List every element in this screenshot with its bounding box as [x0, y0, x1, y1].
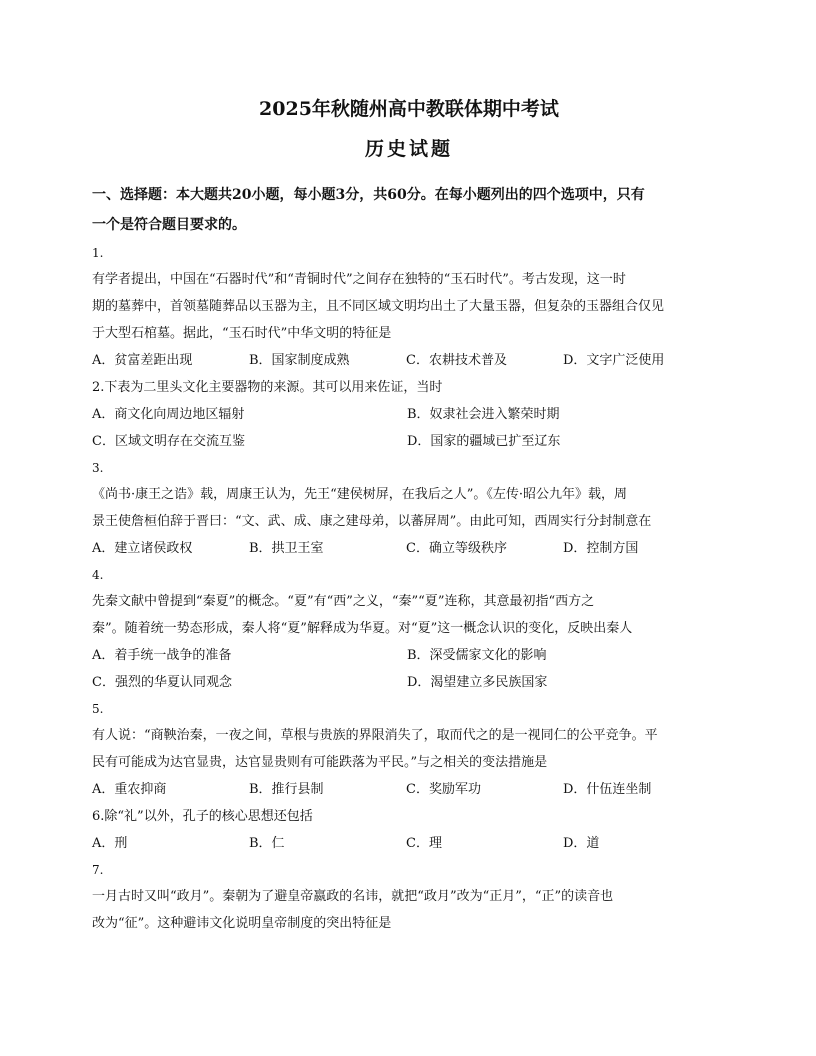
option-a: A．商文化向周边地区辐射 [92, 407, 245, 422]
option-row [92, 830, 726, 857]
option-d: D．什伍连坐制 [563, 782, 652, 797]
option-c: C．区域文明存在交流互鉴 [92, 434, 245, 449]
question-3 [92, 455, 726, 562]
question-4 [92, 562, 726, 696]
question-7 [92, 857, 726, 937]
question-number: 6. [92, 809, 105, 824]
question-text-line: 于大型石棺墓。据此，“玉石时代”中华文明的特征是 [92, 326, 392, 341]
question-text-line: 先秦文献中曾提到“秦夏”的概念。“夏”有“西”之义，“秦”“夏”连称，其意最初指“西方之 [92, 594, 595, 609]
question-number: 2. [92, 380, 105, 395]
option-c: C．确立等级秩序 [406, 541, 507, 556]
option-a: A．重农抑商 [92, 782, 167, 797]
option-b: B．深受儒家文化的影响 [407, 648, 547, 663]
question-text-line: 一月古时又叫“政月”。秦朝为了避皇帝嬴政的名讳，就把“政月”改为“正月”，“正”的读音也 [92, 889, 614, 904]
option-row [92, 347, 726, 374]
option-a: A．贫富差距出现 [92, 353, 193, 368]
question-1 [92, 240, 726, 374]
question-number: 1. [92, 246, 104, 260]
question-text-line: 有学者提出，中国在“石器时代”和“青铜时代”之间存在独特的“玉石时代”。考古发现，这一时 [92, 272, 626, 287]
option-c: C．奖励军功 [406, 782, 481, 797]
question-number: 3. [92, 461, 104, 475]
option-a: A．建立诸侯政权 [92, 541, 193, 556]
option-c: C．强烈的华夏认同观念 [92, 675, 232, 690]
question-text: 下表为二里头文化主要器物的来源。其可以用来佐证，当时 [104, 380, 443, 395]
option-b: B．拱卫王室 [249, 541, 324, 556]
question-5 [92, 696, 726, 803]
section-heading [92, 180, 726, 240]
option-d: D．国家的疆域已扩至辽东 [407, 434, 561, 449]
option-d: D．控制方国 [563, 541, 639, 556]
option-row [92, 776, 726, 803]
question-text-line [92, 374, 726, 401]
question-6 [92, 803, 726, 857]
option-c: C．理 [406, 836, 442, 851]
option-b: B．奴隶社会进入繁荣时期 [407, 407, 560, 422]
option-row [92, 535, 726, 562]
option-d: D．道 [563, 836, 600, 851]
question-text-line: 《尚书·康王之诰》载，周康王认为，先王“建侯树屏，在我后之人”。《左传·昭公九年》载，周 [92, 487, 628, 502]
question-number: 7. [92, 863, 104, 877]
option-a: A．着手统一战争的准备 [92, 648, 232, 663]
option-c: C．农耕技术普及 [406, 353, 507, 368]
option-d: D．文字广泛使用 [563, 353, 665, 368]
question-text-line: 期的墓葬中，首领墓随葬品以玉器为主，且不同区域文明均出土了大量玉器，但复杂的玉器组合仅见 [92, 299, 665, 314]
question-text-line: 有人说：“商鞅治秦，一夜之间，草根与贵族的界限消失了，取而代之的是一视同仁的公平竞争。平 [92, 728, 658, 743]
exam-page [92, 96, 726, 937]
option-b: B．推行县制 [249, 782, 324, 797]
exam-title: 2025年秋随州高中教联体期中考试 [259, 98, 559, 120]
question-number: 5. [92, 702, 104, 716]
question-text-line: 秦”。随着统一势态形成，秦人将“夏”解释成为华夏。对“夏”这一概念认识的变化，反映出秦人 [92, 621, 633, 636]
section-heading-line: 一个是符合题目要求的。 [92, 217, 246, 233]
question-2 [92, 374, 726, 455]
question-text-line: 景王使詹桓伯辞于晋曰：“文、武、成、康之建母弟，以蕃屏周”。由此可知，西周实行分封制意在 [92, 514, 652, 529]
option-b: B．国家制度成熟 [249, 353, 350, 368]
question-number: 4. [92, 568, 104, 582]
option-b: B．仁 [249, 836, 285, 851]
section-heading-line: 一、选择题：本大题共20小题，每小题3分，共60分。在每小题列出的四个选项中，只有 [92, 187, 645, 203]
option-grid [92, 401, 726, 455]
option-grid [92, 642, 726, 696]
option-a: A．刑 [92, 836, 128, 851]
question-text-line [92, 803, 726, 830]
question-text-line: 民有可能成为达官显贵，达官显贵则有可能跌落为平民。”与之相关的变法措施是 [92, 755, 548, 770]
option-d: D．渴望建立多民族国家 [407, 675, 548, 690]
question-text: 除“礼”以外，孔子的核心思想还包括 [104, 809, 313, 824]
question-text-line: 改为“征”。这种避讳文化说明皇帝制度的突出特征是 [92, 916, 392, 931]
exam-subtitle: 历史试题 [364, 138, 453, 160]
